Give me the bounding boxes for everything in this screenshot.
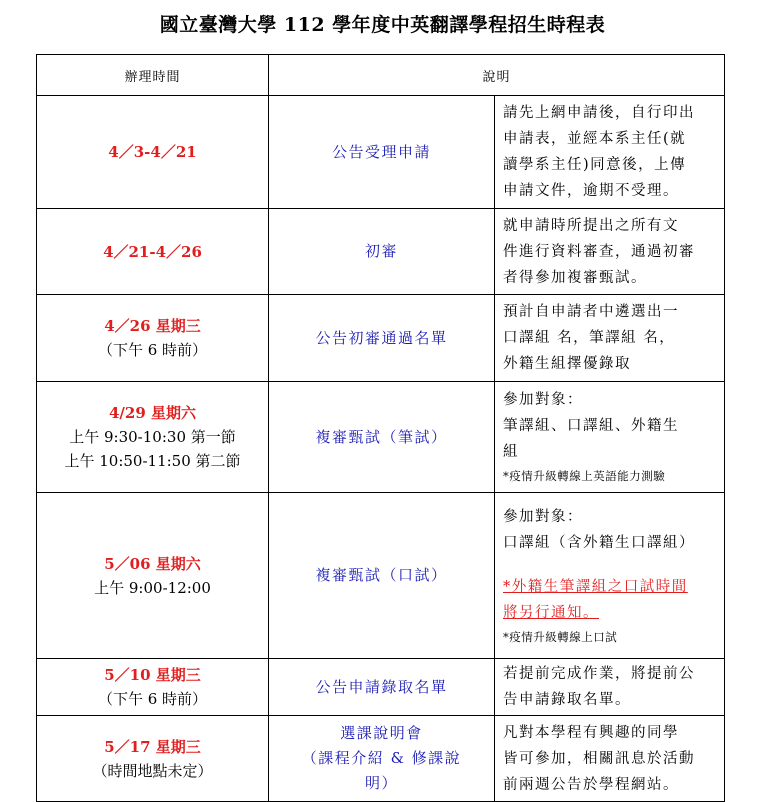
detail-cell xyxy=(495,96,725,209)
detail-line: 參加對象： xyxy=(503,392,583,408)
table-row xyxy=(37,716,725,802)
detail-line: 凡對本學程有興趣的同學 xyxy=(503,724,679,741)
event-label: （課程介紹 & 修課說 xyxy=(301,749,462,767)
event-cell xyxy=(269,659,495,716)
detail-line: 者得參加複審甄試。 xyxy=(503,269,647,286)
table-row xyxy=(37,96,725,209)
table-row xyxy=(37,382,725,493)
event-cell xyxy=(269,295,495,382)
detail-line: 前兩週公告於學程網站。 xyxy=(503,776,679,793)
detail-cell xyxy=(495,295,725,382)
date-label: 4/29 星期六 xyxy=(108,404,196,422)
page-title: 國立臺灣大學 112 學年度中英翻譯學程招生時程表 xyxy=(159,14,606,36)
header-time: 辦理時間 xyxy=(37,55,269,96)
detail-line: 口譯組 名，筆譯組 名， xyxy=(503,330,676,346)
detail-line: 外籍生組擇優錄取 xyxy=(503,356,631,372)
table-row xyxy=(37,295,725,382)
time-cell xyxy=(37,295,269,382)
event-label: 公告初審通過名單 xyxy=(315,328,448,347)
detail-cell xyxy=(495,382,725,493)
detail-line: 皆可參加，相關訊息於活動 xyxy=(503,750,695,767)
event-cell xyxy=(269,493,495,659)
detail-line: 件進行資料審查，通過初審 xyxy=(503,243,695,260)
event-label: 明） xyxy=(364,774,398,792)
detail-line: 參加對象： xyxy=(503,508,583,525)
time-label: （時間地點未定） xyxy=(92,761,213,780)
detail-line: 若提前完成作業，將提前公 xyxy=(503,666,695,682)
event-label: 公告申請錄取名單 xyxy=(315,677,448,696)
detail-line: 請先上網申請後，自行印出 xyxy=(503,105,695,121)
detail-line: 口譯組（含外籍生口譯組） xyxy=(503,534,695,551)
event-label: 初審 xyxy=(364,242,398,260)
date-label: 4／21-4／26 xyxy=(103,242,202,261)
red-notice-line: 將另行通知。 xyxy=(503,604,599,621)
time-label: 上午 10:50-11:50 第二節 xyxy=(64,452,241,470)
table-row xyxy=(37,659,725,716)
date-label: 5／06 星期六 xyxy=(104,554,201,573)
detail-line: 申請文件，逾期不受理。 xyxy=(503,183,679,199)
detail-line: 預計自申請者中遴選出一 xyxy=(503,304,679,320)
time-label: （下午 6 時前） xyxy=(97,690,208,708)
date-label: 5／17 星期三 xyxy=(104,737,201,756)
detail-cell xyxy=(495,659,725,716)
date-label: 4／26 星期三 xyxy=(104,317,201,335)
detail-line: 組 xyxy=(503,444,519,460)
table-row xyxy=(37,493,725,659)
time-cell xyxy=(37,659,269,716)
time-cell xyxy=(37,493,269,659)
table-row xyxy=(37,209,725,295)
time-label: （下午 6 時前） xyxy=(97,341,208,359)
event-label: 選課說明會 xyxy=(340,724,423,742)
table-header-row xyxy=(37,55,725,96)
date-label: 4／3-4／21 xyxy=(108,143,197,161)
event-cell xyxy=(269,209,495,295)
schedule-table xyxy=(36,54,725,802)
detail-line: 告申請錄取名單。 xyxy=(503,692,631,708)
note-line: *疫情升級轉線上英語能力測驗 xyxy=(503,469,666,483)
time-label: 上午 9:00-12:00 xyxy=(94,578,211,597)
date-label: 5／10 星期三 xyxy=(104,666,201,684)
time-cell xyxy=(37,96,269,209)
event-label: 複審甄試（筆試） xyxy=(315,427,448,446)
red-notice-line: *外籍生筆譯組之口試時間 xyxy=(503,578,688,595)
detail-cell xyxy=(495,493,725,659)
time-cell xyxy=(37,209,269,295)
detail-cell xyxy=(495,716,725,802)
detail-line: 申請表，並經本系主任(就 xyxy=(503,131,687,147)
detail-line: 筆譯組、口譯組、外籍生 xyxy=(503,418,679,434)
time-label: 上午 9:30-10:30 第一節 xyxy=(69,428,236,446)
event-label: 公告受理申請 xyxy=(331,142,431,161)
time-cell xyxy=(37,716,269,802)
event-cell xyxy=(269,382,495,493)
detail-cell xyxy=(495,209,725,295)
detail-line: 就申請時所提出之所有文 xyxy=(503,217,679,234)
note-line: *疫情升級轉線上口試 xyxy=(503,629,618,644)
event-cell xyxy=(269,716,495,802)
event-label: 複審甄試（口試） xyxy=(315,566,448,584)
detail-line: 讀學系主任)同意後，上傳 xyxy=(503,157,687,173)
event-cell xyxy=(269,96,495,209)
blank-line xyxy=(503,556,718,574)
header-description: 說明 xyxy=(269,55,725,96)
time-cell xyxy=(37,382,269,493)
